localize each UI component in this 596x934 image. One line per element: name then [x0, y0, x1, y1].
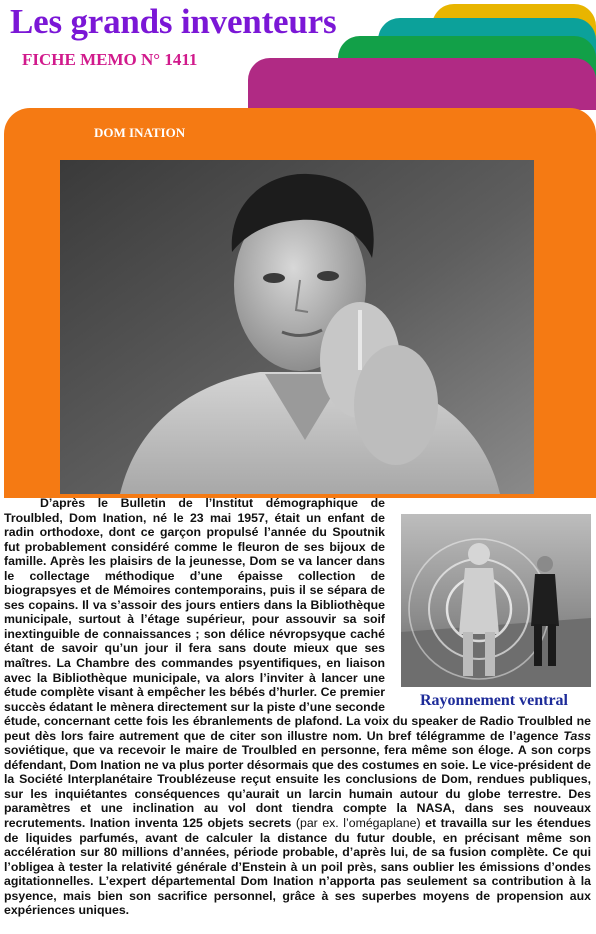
inventor-portrait-photo: [60, 160, 534, 494]
article-body: [4, 496, 591, 932]
article-paragraph: D’après le Bulletin de l’Institut démographique de Troulbled, Dom Ination, né le 23 mai 1957, était un enfant de radin orthodoxe, dont ce garçon propulsé l’année du Spoutnik fut probablement considéré comme le fleuron de ses bijoux de famille. Après les plaisirs de la jeunesse, Dom se va lancer dans le collectage méthodique d’une épaisse collection de biograpsyes et de Mémoires contemporains, puis il se sépara de ses copains. Il va s’assoir des jours entiers dans la Bibliothèque municipale, surtout à l’étage supérieur, pour assouvir sa soif inextinguible de connaissances ; son délice névropsyque caché étant de savoir qu’un jour il fera sans doute mieux que ses maîtres. La Chambre des commandes psyentifiques, en liaison avec la Bibliothèque municipale, va alors l’inviter à lancer une étude complète visant à empêcher les bébés d’hurler. Ce premier succès édatant le mènera directement sur la piste d’une seconde étude, concernant cette fois les ébranlements de plafond. La voix du speaker de Radio Troulbled ne peut dès lors faire autrement que de citer son illustre nom. Un bref télégramme de l’agence Tass soviétique, que va recevoir le maire de Troulbled en personne, fera même son éloge. A son corps défendant, Dom Ination ne va plus porter désormais que des costumes en soie. Le vice-président de la Société Interplanétaire Troublézeuse reçut ensuite les conclusions de Dom, rendues publiques, sur les inquiétantes conséquences qu’aurait un larcin humain autour du globe terrestre. Des paramètres et une inclination au vol dont tiendra compte la NASA, dans ses nouveaux recrutements. Ination inventa 125 objets secrets (par ex. l’omégaplane) et travailla sur les étendues de liquides parfumés, avant de calculer la distance du futur double, en précisant même son accélération sur 80 millions d’années, période probable, d’après lui, de sa fusion complète. Ce qui l’obligea à tester la relativité générale d’Enstein à un poil près, sans oublier les émissions d’ondes agitationnelles. L’expert départemental Dom Ination n’apporta pas seulement sa contribution à la psyence, mais bien son sacrifice personnel, grâce à ses superbes moyens de propension aux expériences uniques.: [4, 496, 592, 918]
ray-photo: [401, 514, 591, 687]
purple-folder-tab: [248, 58, 596, 110]
memo-number: FICHE MEMO N° 1411: [22, 50, 198, 69]
tass-agency-name: Tass: [563, 728, 591, 743]
inventor-name: DOM INATION: [94, 125, 186, 140]
ray-caption: Rayonnement ventral: [420, 692, 568, 709]
article-aside: (par ex. l’omégaplane): [295, 816, 421, 831]
ray-illustration: [393, 514, 591, 710]
page-title: Les grands inventeurs: [10, 2, 337, 41]
